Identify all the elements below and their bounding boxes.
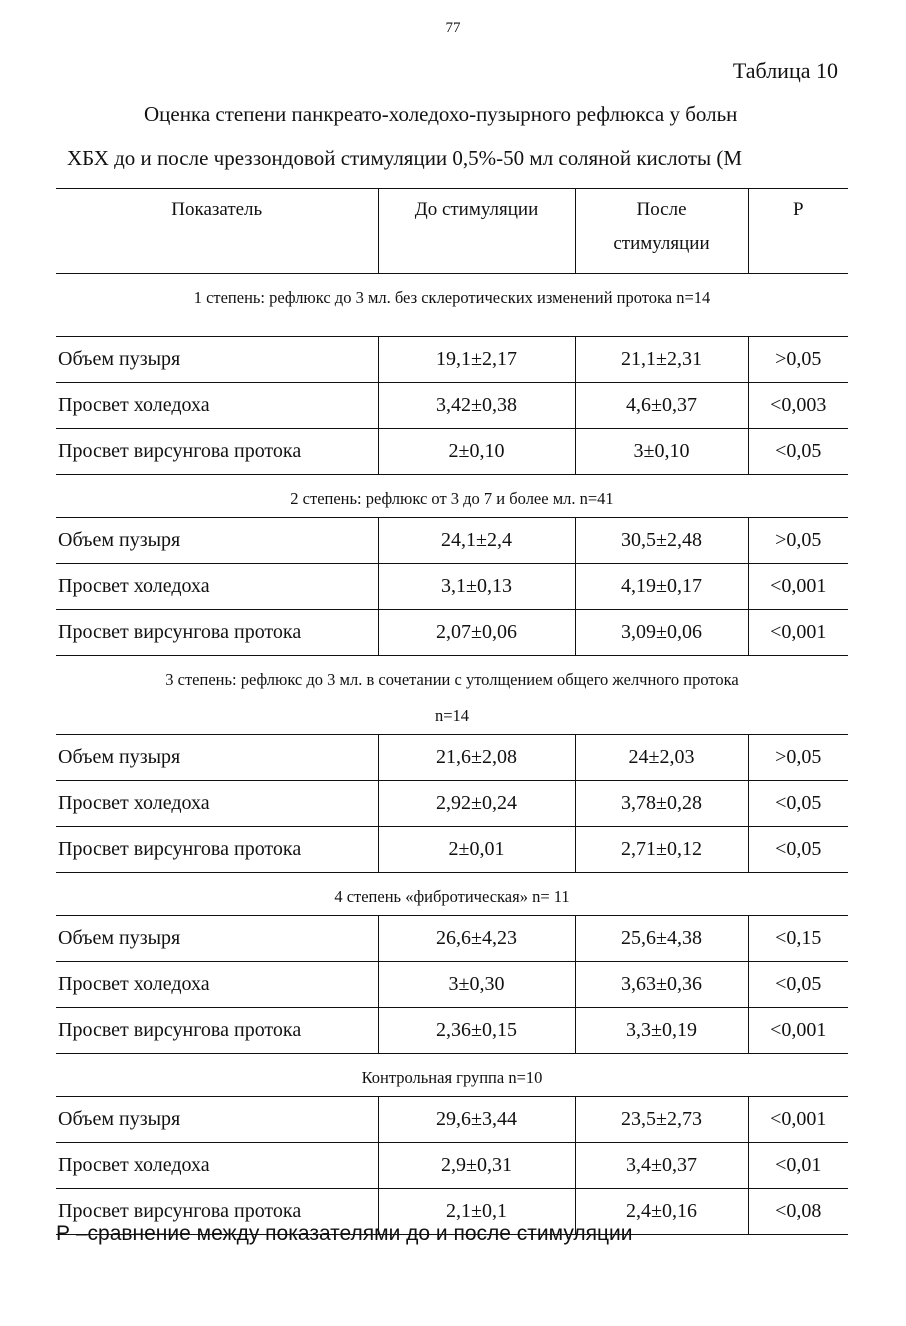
p-value-cell: >0,05 [748,518,848,564]
indicator-cell: Просвет холедоха [56,383,378,429]
p-value-cell: <0,001 [748,610,848,656]
table-row [56,962,848,1008]
group-title-row [56,873,848,916]
group-title-text: 2 степень: рефлюкс от 3 до 7 и более мл. n=41 [290,489,614,508]
group-title-text: 4 степень «фибротическая» n= 11 [334,887,570,906]
before-cell: 2,9±0,31 [378,1143,575,1189]
p-value-cell: <0,05 [748,827,848,873]
p-value-cell: <0,001 [748,1097,848,1143]
after-cell: 23,5±2,73 [575,1097,748,1143]
group-title [56,873,848,916]
before-cell: 3±0,30 [378,962,575,1008]
footnote: Р –сравнение между показателями до и после стимуляции [56,1222,633,1245]
after-cell: 3,3±0,19 [575,1008,748,1054]
table-row [56,781,848,827]
table-row [56,827,848,873]
after-cell: 30,5±2,48 [575,518,748,564]
p-value-cell: <0,08 [748,1189,848,1235]
table-row [56,564,848,610]
group-title [56,475,848,518]
indicator-cell: Просвет вирсунгова протока [56,429,378,475]
after-cell: 4,6±0,37 [575,383,748,429]
group-title [56,1054,848,1097]
after-cell: 3,78±0,28 [575,781,748,827]
header-indicator: Показатель [56,189,378,274]
after-cell: 3,63±0,36 [575,962,748,1008]
group-title-row [56,475,848,518]
group-title-row [56,274,848,337]
table-row [56,610,848,656]
indicator-cell: Просвет холедоха [56,781,378,827]
indicator-cell: Объем пузыря [56,735,378,781]
table-caption-line-1: Оценка степени панкреато-холедохо-пузырного рефлюкса у больн [144,102,738,126]
table-row [56,916,848,962]
indicator-cell: Просвет вирсунгова протока [56,1189,378,1235]
group-title [56,274,848,337]
header-p: Р [748,189,848,274]
data-table [56,188,848,1235]
group-title-row [56,656,848,735]
group-title [56,656,848,735]
table-header-row [56,189,848,274]
after-cell: 3±0,10 [575,429,748,475]
after-cell: 2,4±0,16 [575,1189,748,1235]
before-cell: 2,1±0,1 [378,1189,575,1235]
before-cell: 29,6±3,44 [378,1097,575,1143]
after-cell: 3,09±0,06 [575,610,748,656]
p-value-cell: >0,05 [748,735,848,781]
p-value-cell: <0,001 [748,1008,848,1054]
before-cell: 19,1±2,17 [378,337,575,383]
before-cell: 2,07±0,06 [378,610,575,656]
indicator-cell: Просвет холедоха [56,564,378,610]
indicator-cell: Объем пузыря [56,1097,378,1143]
table-row [56,735,848,781]
before-cell: 2±0,10 [378,429,575,475]
table-row [56,429,848,475]
header-after: После стимуляции [575,189,748,274]
table-row [56,337,848,383]
indicator-cell: Просвет холедоха [56,1143,378,1189]
indicator-cell: Объем пузыря [56,916,378,962]
group-title-text: Контрольная группа n=10 [361,1068,543,1087]
before-cell: 26,6±4,23 [378,916,575,962]
table-row [56,518,848,564]
after-cell: 24±2,03 [575,735,748,781]
indicator-cell: Просвет холедоха [56,962,378,1008]
p-value-cell: >0,05 [748,337,848,383]
before-cell: 3,1±0,13 [378,564,575,610]
table-row [56,1143,848,1189]
group-title-text: 1 степень: рефлюкс до 3 мл. без склеротических изменений протока n=14 [193,288,711,307]
table-body [56,274,848,1235]
after-cell: 4,19±0,17 [575,564,748,610]
table-row [56,1097,848,1143]
p-value-cell: <0,001 [748,564,848,610]
table-row [56,1008,848,1054]
group-title-row [56,1054,848,1097]
before-cell: 2,36±0,15 [378,1008,575,1054]
after-cell: 21,1±2,31 [575,337,748,383]
p-value-cell: <0,01 [748,1143,848,1189]
indicator-cell: Просвет вирсунгова протока [56,1008,378,1054]
before-cell: 3,42±0,38 [378,383,575,429]
page-number: 77 [445,20,461,36]
before-cell: 21,6±2,08 [378,735,575,781]
table-label: Таблица 10 [732,58,838,83]
before-cell: 2,92±0,24 [378,781,575,827]
indicator-cell: Объем пузыря [56,518,378,564]
after-cell: 2,71±0,12 [575,827,748,873]
group-title-text-line-2: n=14 [434,706,470,725]
p-value-cell: <0,05 [748,429,848,475]
p-value-cell: <0,15 [748,916,848,962]
indicator-cell: Просвет вирсунгова протока [56,827,378,873]
indicator-cell: Просвет вирсунгова протока [56,610,378,656]
p-value-cell: <0,05 [748,962,848,1008]
indicator-cell: Объем пузыря [56,337,378,383]
group-title-text: 3 степень: рефлюкс до 3 мл. в сочетании с утолщением общего желчного протока [165,670,739,689]
before-cell: 2±0,01 [378,827,575,873]
before-cell: 24,1±2,4 [378,518,575,564]
table-row [56,383,848,429]
p-value-cell: <0,003 [748,383,848,429]
table-caption-line-2: ХБХ до и после чреззондовой стимуляции 0,5%-50 мл соляной кислоты (M [67,146,743,170]
after-cell: 25,6±4,38 [575,916,748,962]
after-cell: 3,4±0,37 [575,1143,748,1189]
p-value-cell: <0,05 [748,781,848,827]
header-before: До стимуляции [378,189,575,274]
